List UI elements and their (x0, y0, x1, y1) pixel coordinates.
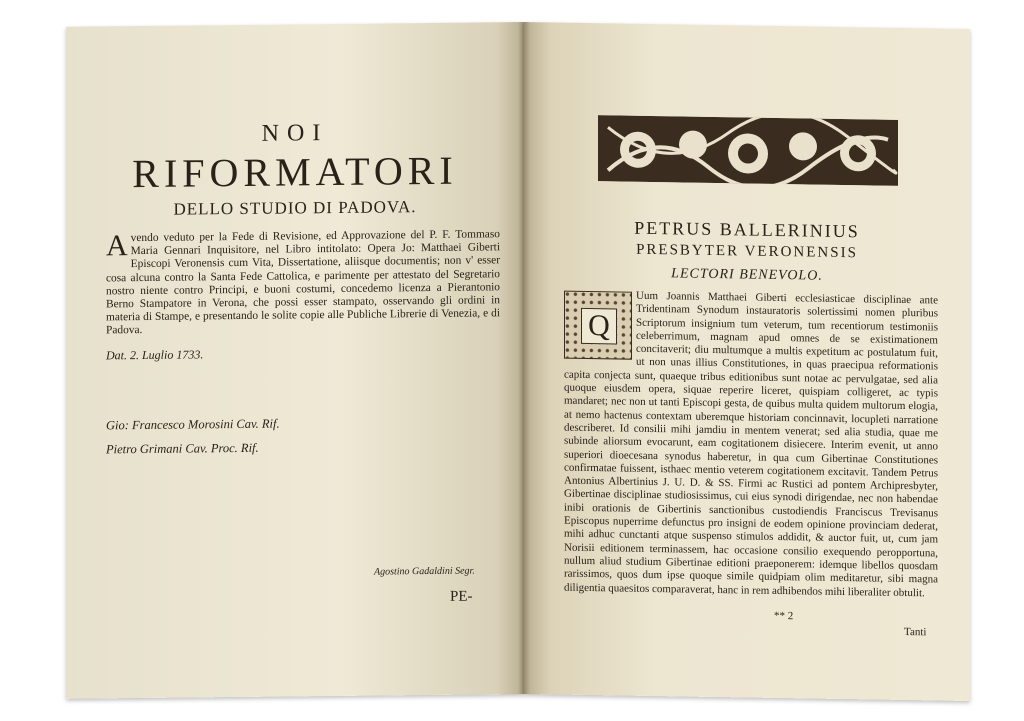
ornament-headpiece (598, 115, 898, 186)
left-signature-2: Pietro Grimani Cav. Proc. Rif. (106, 440, 259, 457)
book-gutter (518, 22, 530, 694)
decorated-initial-letter: Q (581, 308, 617, 345)
left-body-text: vendo veduto per la Fede di Revisione, ed Approvazione del P. F. Tommaso Maria Gennari Inquisitore, nel Libro intitolato: Opera Jo: Matthaei Giberti Episcopi Veronensis cum Vita, Dissertationе, aliisque documentis; non v' esser cosa alcuna contro la Santa Fede Cattolica, e parimente per attestato del Segretario nostro niente contro Principi, e buoni costumi, concedemo licenza a Pierantonio Berno Stampatore in Verona, che possi esser stampato, osservando gli ordini in materia di Stampe, e presentando le solite copie alle Publiche Librerie di Venezia, e di Padova. (106, 228, 500, 337)
right-body-paragraph (564, 289, 938, 601)
left-heading-sub: DELLO STUDIO DI PADOVA. (173, 197, 417, 219)
left-catchword: PE- (450, 588, 473, 605)
left-date: Dat. 2. Luglio 1733. (106, 347, 204, 363)
left-heading-title: RIFORMATORI (132, 147, 458, 197)
right-heading-3: LECTORI BENEVOLO. (671, 266, 823, 284)
right-catchword: Tanti (904, 625, 927, 639)
left-signature-1: Gio: Francesco Morosini Cav. Rif. (106, 416, 280, 433)
right-heading-1: PETRUS BALLERINIUS (634, 217, 860, 242)
right-signature-mark: ** 2 (774, 609, 794, 623)
left-body-paragraph (106, 228, 500, 338)
initial-spacer (564, 289, 636, 366)
right-page (524, 22, 970, 701)
left-heading-noi: NOI (261, 120, 329, 147)
left-page (66, 22, 524, 699)
right-body-text: Uum Joannis Matthaei Giberti ecclesiasticae disciplinae ante Tridentinam Synodum instauratoris solertissimi nomen pluribus Scriptorum insignium tum veterum, tum recentiorum testimoniis celeberrimum, magnam apud omnes de se existimationem concitaverit; diu multumque a multis expetitum ac postulatum fuit, ut non unas illius Constitutiones, in quas praecipua reformationis capita conjecta sunt, quaeque tribus editionibus sunt notae ac pervulgatae, sed alia quoque eiusdem opera, siquae reperire liceret, quispiam colligeret, ac typis mandaret; nec non ut tanti Episcopi gesta, de quibus multa quidem multorum elogia, at nemo hactenus contextam uberemque historiam concinnavit, locupleti narratione describeret. Id consilii mihi jamdiu in mentem venerat; sed alia studia, quae me subinde aliorsum evocarunt, eam cogitationem disiecere. Interim evenit, ut anno superiori dioecesana synodus haberetur, in qua cum Gibertinae Constitutiones confirmatae fuissent, isthaec mentio veterem cogitationem excitavit. Tandem Petrus Antonius Albertinius J. U. D. & SS. Firmi ac Rustici ad pontem Archipresbyter, Gibertinae disciplinae studiosissimus, cui eius synodi dirigendae, nec non habendae inibi orationis de Gibertinis sanctionibus custodiendis Franciscus Trevisanus Episcopus nuperrime defunctus pro insigni de eodem opinione provinciam dederat, mihi adhuc cunctanti atque suspenso stimulos addidit, & auctor fuit, ut, cum jam Norisii editionem terminassem, hac occasione consilio exequendo peropportuna, nullum aliud studium Gibertinae editioni praeponerem: idemque libellos quosdam rarissimos, quos dum ipse quoque simile quidpiam olim meditaretur, sibi magna diligentia quaesitos comparaverat, hanc in rem adhibendos mihi liberaliter obtulit. (564, 289, 938, 599)
left-secretary: Agostino Gadaldini Segr. (374, 565, 475, 578)
open-book (66, 22, 970, 694)
left-drop-initial: A (106, 229, 128, 263)
right-heading-2: PRESBYTER VERONENSIS (636, 241, 858, 262)
